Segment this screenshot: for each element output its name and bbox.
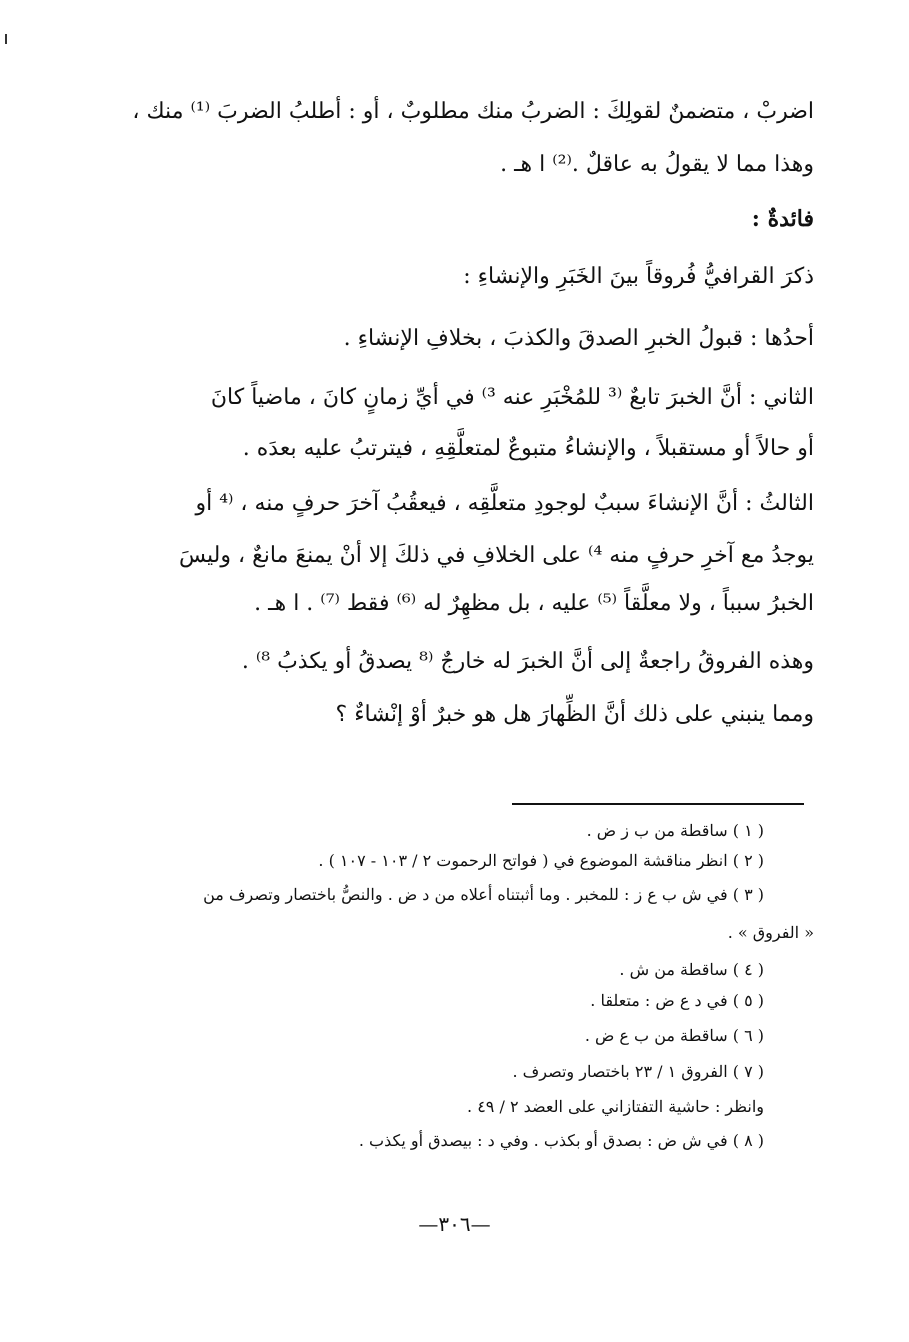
section-heading: فائدةٌ :: [751, 206, 814, 232]
footnote: ( ٢ ) انظر مناقشة الموضوع في ( فواتح الرحموت ٢ / ١٠٣ - ١٠٧ ) .: [318, 851, 764, 870]
text-line: اضربْ ، متضمنٌ لقولِكَ : الضربُ منك مطلوبٌ ، أو : أطلبُ الضربَ ⁽¹⁾ منك ،: [132, 99, 814, 124]
footnote: ( ٦ ) ساقطة من ب ع ض .: [584, 1026, 764, 1045]
footnote: ( ٥ ) في د ع ض : متعلقا .: [590, 991, 764, 1010]
footnote: ( ١ ) ساقطة من ب ز ض .: [586, 821, 764, 840]
footnote: ( ٧ ) الفروق ١ / ٢٣ باختصار وتصرف .: [512, 1062, 764, 1081]
margin-mark: [5, 34, 7, 44]
text-line: وهذه الفروقُ راجعةٌ إلى أنَّ الخبرَ له خارجٌ ⁽⁸ يصدقُ أو يكذبُ ⁸⁾ .: [241, 649, 814, 674]
footnote: ( ٤ ) ساقطة من ش .: [619, 960, 764, 979]
text-line: وهذا مما لا يقولُ به عاقلٌ .⁽²⁾ ا هـ .: [500, 152, 814, 177]
page-number: —٣٠٦—: [418, 1212, 491, 1236]
text-line: أحدُها : قبولُ الخبرِ الصدقَ والكذبَ ، بخلافِ الإنشاءِ .: [343, 326, 814, 351]
footnote: ( ٨ ) في ش ض : بصدق أو بكذب . وفي د : بيصدق أو يكذب .: [358, 1131, 764, 1150]
footnote: ( ٣ ) في ش ب ع ز : للمخبر . وما أثبتناه أعلاه من د ض . والنصُّ باختصار وتصرف من: [203, 885, 764, 904]
text-line: الثالثُ : أنَّ الإنشاءَ سببٌ لوجودِ متعلَّقِه ، فيعقُبُ آخرَ حرفٍ منه ، ⁽⁴ أو: [195, 491, 814, 516]
footnote: « الفروق » .: [727, 923, 814, 942]
text-line: الثاني : أنَّ الخبرَ تابعٌ ⁽³ للمُخْبَرِ عنه ³⁾ في أيِّ زمانٍ كانَ ، ماضياً كانَ: [210, 385, 814, 410]
footnote: وانظر : حاشية التفتازاني على العضد ٢ / ٤٩ .: [467, 1097, 764, 1116]
text-line: يوجدُ مع آخرِ حرفٍ منه ⁴⁾ على الخلافِ في ذلكَ إلا أنْ يمنعَ مانعٌ ، وليسَ: [178, 543, 814, 568]
text-line: ذكرَ القرافيُّ فُروقاً بينَ الخَبَرِ والإنشاءِ :: [463, 264, 814, 289]
footnote-divider: [512, 803, 804, 805]
text-line: ومما ينبني على ذلك أنَّ الظِّهارَ هل هو خبرٌ أوْ إنْشاءٌ ؟: [335, 702, 814, 727]
text-line: الخبرُ سبباً ، ولا معلَّقاً ⁽⁵⁾ عليه ، بل مظهِرٌ له ⁽⁶⁾ فقط ⁽⁷⁾ . ا هـ .: [254, 591, 814, 616]
text-line: أو حالاً أو مستقبلاً ، والإنشاءُ متبوعٌ لمتعلَّقِهِ ، فيترتبُ عليه بعدَه .: [242, 436, 814, 461]
